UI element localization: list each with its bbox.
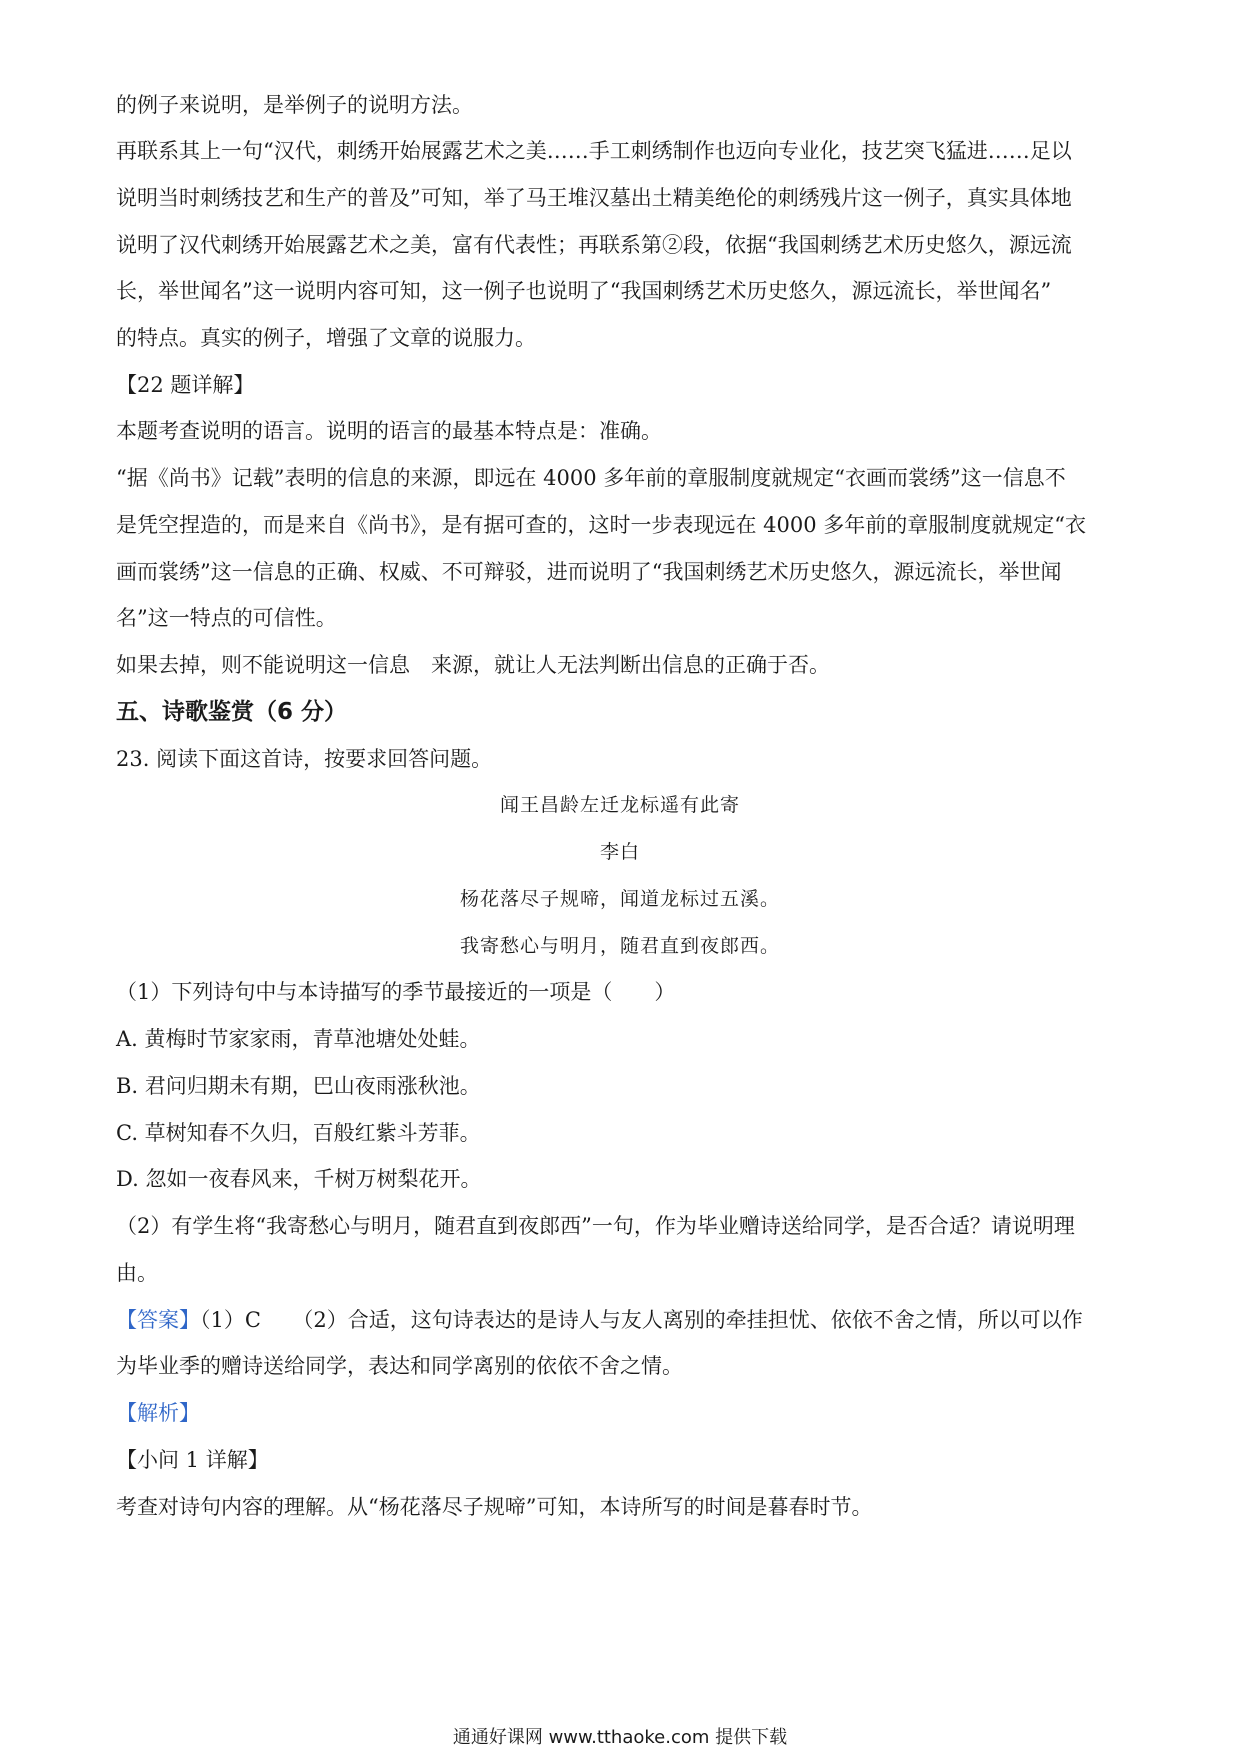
paragraph-line: 的例子来说明，是举例子的说明方法。 <box>116 93 473 117</box>
answer-line <box>116 1305 1126 1335</box>
option-b: B. 君问归期未有期，巴山夜雨涨秋池。 <box>116 1074 481 1098</box>
answer-line-cont: 为毕业季的赠诗送给同学，表达和同学离别的依依不舍之情。 <box>116 1354 683 1378</box>
analysis-label: 【解析】 <box>116 1401 200 1425</box>
option-a: A. 黄梅时节家家雨，青草池塘处处蛙。 <box>116 1027 481 1051</box>
poem-author: 李白 <box>599 841 640 863</box>
sub-question-1-detail: 考查对诗句内容的理解。从“杨花落尽子规啼”可知，本诗所写的时间是暮春时节。 <box>116 1495 873 1519</box>
option-d: D. 忽如一夜春风来，千树万树梨花开。 <box>116 1167 482 1191</box>
poem-title: 闻王昌龄左迁龙标遥有此寄 <box>499 794 740 816</box>
paragraph-line: 是凭空捏造的，而是来自《尚书》，是有据可查的，这时一步表现远在 4000 多年前的章服制度就规定“衣 <box>116 513 1087 537</box>
poem-line: 我寄愁心与明月，随君直到夜郎西。 <box>459 935 780 957</box>
paragraph-line: 说明当时刺绣技艺和生产的普及”可知，举了马王堆汉墓出土精美绝伦的刺绣残片这一例子，真实具体地 <box>116 186 1072 210</box>
question-intro: 23. 阅读下面这首诗，按要求回答问题。 <box>116 747 493 771</box>
paragraph-line: 本题考查说明的语言。说明的语言的最基本特点是：准确。 <box>116 419 662 443</box>
answer-label: 【答案】 <box>116 1308 200 1332</box>
paragraph-line: 长，举世闻名”这一说明内容可知，这一例子也说明了“我国刺绣艺术历史悠久，源远流长，举世闻名” <box>116 279 1052 303</box>
paragraph-line: 的特点。真实的例子，增强了文章的说服力。 <box>116 326 536 350</box>
poem-line: 杨花落尽子规啼，闻道龙标过五溪。 <box>459 888 780 910</box>
paragraph-line: 画而裳绣”这一信息的正确、权威、不可辩驳，进而说明了“我国刺绣艺术历史悠久，源远流长，举世闻 <box>116 560 1062 584</box>
answer-text: （1）C （2）合适，这句诗表达的是诗人与友人离别的牵挂担忧、依依不舍之情，所以可以作 <box>200 1308 1083 1332</box>
footer-watermark: 通通好课网 www.tthaoke.com 提供下载 <box>452 1727 788 1748</box>
sub-question-2-cont: 由。 <box>116 1261 158 1285</box>
paragraph-line: 说明了汉代刺绣开始展露艺术之美，富有代表性；再联系第②段，依据“我国刺绣艺术历史悠久，源远流 <box>116 233 1072 257</box>
paragraph-line: 如果去掉，则不能说明这一信息 来源，就让人无法判断出信息的正确于否。 <box>116 653 830 677</box>
q22-detail-title: 【22 题详解】 <box>116 373 255 397</box>
paragraph-line: 名”这一特点的可信性。 <box>116 606 337 630</box>
section-heading: 五、诗歌鉴赏（6 分） <box>116 699 348 725</box>
paragraph-line: “据《尚书》记载”表明的信息的来源，即远在 4000 多年前的章服制度就规定“衣画而裳绣”这一信息不 <box>116 466 1066 490</box>
sub-question-1-detail-title: 【小问 1 详解】 <box>116 1448 269 1472</box>
sub-question-2: （2）有学生将“我寄愁心与明月，随君直到夜郎西”一句，作为毕业赠诗送给同学，是否合适？请说明理 <box>116 1214 1075 1238</box>
sub-question-1: （1）下列诗句中与本诗描写的季节最接近的一项是（ ） <box>116 980 676 1004</box>
paragraph-line: 再联系其上一句“汉代，刺绣开始展露艺术之美……手工刺绣制作也迈向专业化，技艺突飞猛进……足以 <box>116 139 1072 163</box>
option-c: C. 草树知春不久归，百般红紫斗芳菲。 <box>116 1121 481 1145</box>
